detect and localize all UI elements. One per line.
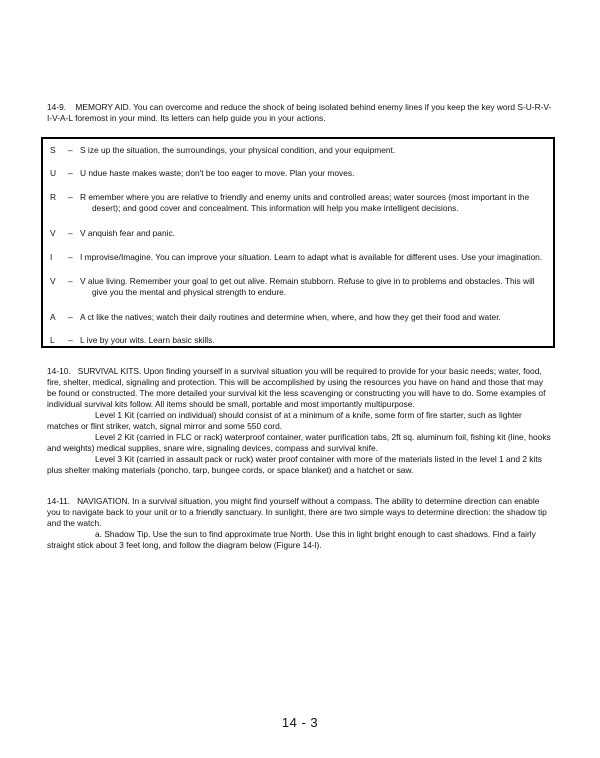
acronym-dash: – <box>68 335 73 345</box>
acronym-dash: – <box>68 168 73 178</box>
acronym-text-continued: give you the mental and physical strength to endure. <box>92 287 287 297</box>
acronym-letter: V <box>50 228 56 238</box>
shadow-tip-paragraph: a. Shadow Tip. Use the sun to find approximate true North. Use this in light bright enough to cast shadows. Find a fairly straight stick about 3 feet long, and follow the diagram below (Figure 14-l). <box>47 529 536 550</box>
acronym-letter: R <box>50 192 57 202</box>
acronym-dash: – <box>68 228 73 238</box>
acronym-item-v2 <box>50 276 550 298</box>
acronym-text: R emember where you are relative to friendly and enemy units and controlled areas; water sources (most important in the <box>80 192 530 202</box>
acronym-letter: L <box>50 335 55 345</box>
memory-aid-text: MEMORY AID. You can overcome and reduce the shock of being isolated behind enemy lines if you keep the key word S-U-R-V-I-V-A-L foremost in your mind. Its letters can help guide you in your actions. <box>47 102 552 123</box>
acronym-letter: U <box>50 168 57 178</box>
acronym-item-r <box>50 192 550 214</box>
acronym-text: L ive by your wits. Learn basic skills. <box>80 335 215 345</box>
acronym-item-s <box>50 145 550 156</box>
acronym-dash: – <box>68 312 73 322</box>
navigation-heading: 14-11. <box>47 496 71 506</box>
memory-aid-heading: 14-9. <box>47 102 67 112</box>
acronym-dash: – <box>68 192 73 202</box>
acronym-text-continued: desert); and good cover and concealment. This information will help you make intelligent decisions. <box>92 203 459 213</box>
acronym-text: V alue living. Remember your goal to get out alive. Remain stubborn. Refuse to give in to problems and obstacles. This will <box>80 276 535 286</box>
acronym-dash: – <box>68 276 73 286</box>
survival-acronym-box <box>41 137 555 348</box>
acronym-letter: S <box>50 145 56 155</box>
acronym-letter: I <box>50 252 53 262</box>
acronym-item-u <box>50 168 550 179</box>
acronym-text: A ct like the natives; watch their daily routines and determine when, where, and how they get their food and water. <box>80 312 501 322</box>
level1-kit: Level 1 Kit (carried on individual) should consist of at a minimum of a knife, some form of fire starter, such as lighter matches or flint striker, watch, signal mirror and some 550 cord. <box>47 410 522 431</box>
level3-kit: Level 3 Kit (carried in assault pack or ruck) water proof container with more of the materials listed in the level 1 and 2 kits plus shelter making materials (poncho, tarp, bungee cords, or space blanket) and a hatchet or saw. <box>47 454 542 475</box>
survival-kits-heading: 14-10. <box>47 366 71 376</box>
acronym-item-i <box>50 252 550 263</box>
acronym-text: S ize up the situation, the surroundings, your physical condition, and your equipment. <box>80 145 396 155</box>
acronym-item-a <box>50 312 550 323</box>
acronym-text: V anquish fear and panic. <box>80 228 175 238</box>
level2-kit: Level 2 Kit (carried in FLC or rack) waterproof container, water purification tabs, 2ft sq. aluminum foil, fishing kit (line, hooks and weights) medical supplies, snare wire, signaling devices, compass and survival knife. <box>47 432 551 453</box>
survival-kits-intro: 14-10. SURVIVAL KITS. Upon finding yourself in a survival situation you will be required to provide for your basic needs; water, food, fire, shelter, medical, signaling and protection. This will be accomplished by using the resources you have on hand and those that may be found or constructed. The more detailed your survival kit the less scavenging or constructing you will have to do. Some examples of individual survival kits follow. All items should be small, portable and most importantly multipurpose. <box>47 366 546 409</box>
acronym-text: I mprovise/Imagine. You can improve your situation. Learn to adapt what is available for different uses. Use your imagination. <box>80 252 543 262</box>
survival-kits-section <box>47 366 553 476</box>
navigation-intro: 14-11. NAVIGATION. In a survival situation, you might find yourself without a compass. The ability to determine direction can enable you to navigate back to your unit or to a friendly sanctuary. In sunlight, there are two simple ways to determine direction: the shadow tip and the watch. <box>47 496 547 528</box>
acronym-item-l <box>50 335 550 346</box>
acronym-text: U ndue haste makes waste; don't be too eager to move. Plan your moves. <box>80 168 355 178</box>
acronym-letter: A <box>50 312 56 322</box>
acronym-letter: V <box>50 276 56 286</box>
acronym-item-v1 <box>50 228 550 239</box>
navigation-section <box>47 496 553 551</box>
memory-aid-paragraph <box>47 102 553 124</box>
page-number: 14 - 3 <box>281 715 319 730</box>
acronym-dash: – <box>68 252 73 262</box>
acronym-dash: – <box>68 145 73 155</box>
